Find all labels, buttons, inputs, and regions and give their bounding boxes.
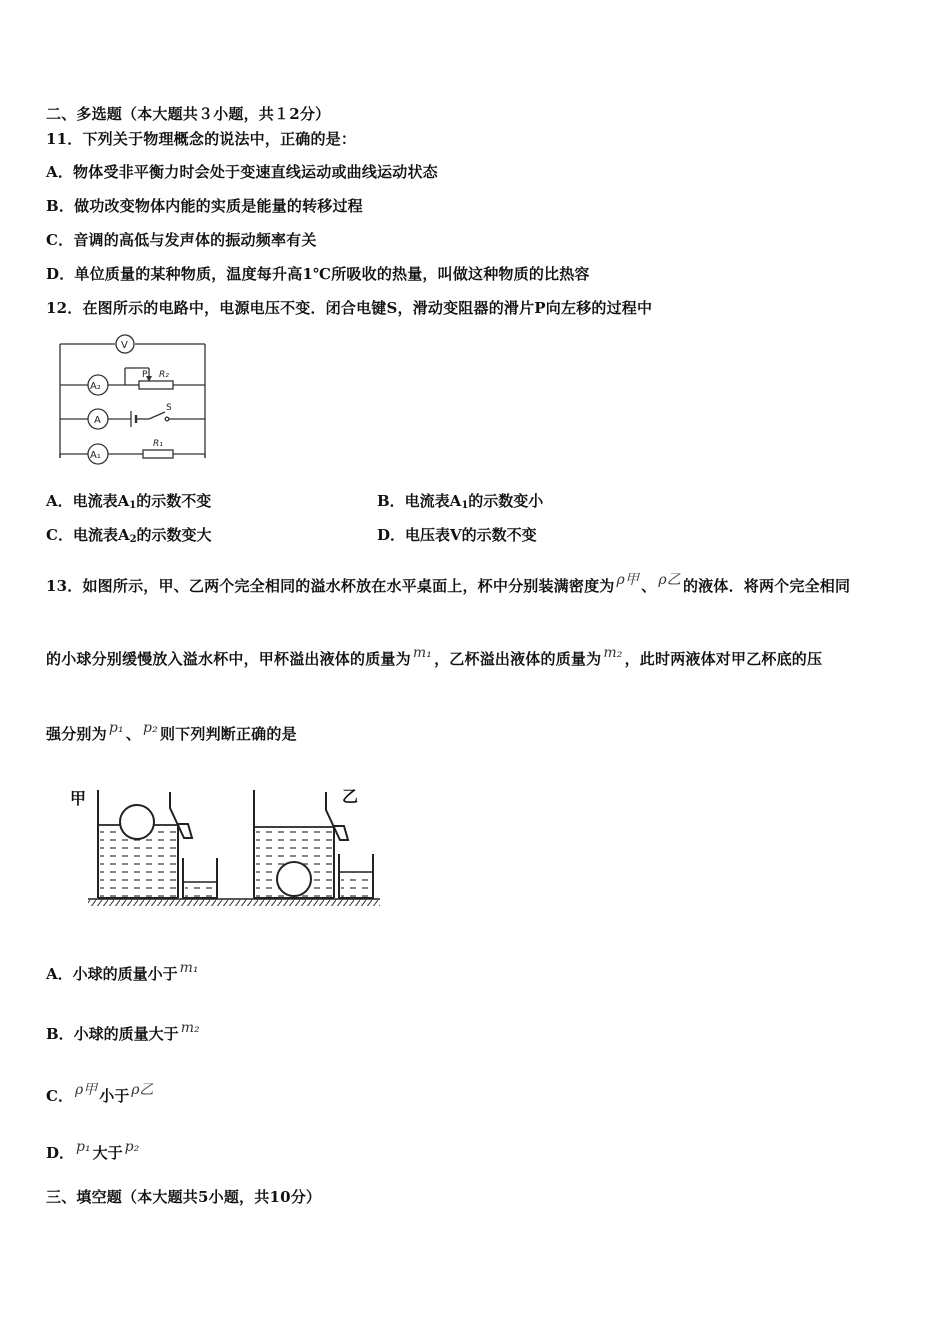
q13-option-d: D． p₁ 大于 p₂	[46, 1139, 140, 1162]
q11-option-c: C．音调的高低与发声体的振动频率有关	[46, 231, 317, 249]
q13-option-b: B．小球的质量大于 m₂	[46, 1020, 200, 1043]
q13-option-c: C． ρ甲 小于 ρ乙	[46, 1082, 154, 1105]
circuit-diagram	[55, 330, 215, 470]
switch-s-label: S	[166, 403, 172, 413]
q12-option-c: C．电流表$A_2$的示数变大	[46, 526, 212, 545]
rho-jia-symbol: ρ甲	[616, 572, 640, 588]
cup-jia-label: 甲	[70, 789, 87, 808]
section-3-title: 三、填空题（本大题共5小题，共10分）	[46, 1188, 322, 1206]
section-2-title: 二、多选题（本大题共３小题，共１2分）	[46, 105, 331, 123]
q11-option-b: B．做功改变物体内能的实质是能量的转移过程	[46, 197, 363, 215]
ammeter-a1-label: A₁	[90, 450, 101, 461]
r1-label: R₁	[153, 439, 163, 449]
q12-option-b: B．电流表$A_1$的示数变小	[377, 492, 544, 511]
q13-stem-line-1: 13．如图所示，甲、乙两个完全相同的溢水杯放在水平桌面上，杯中分别装满密度为 ρ甲 、 ρ乙 的液体．将两个完全相同	[46, 572, 851, 595]
q12-stem: 12．在图所示的电路中，电源电压不变．闭合电键S，滑动变阻器的滑片P向左移的过程中	[46, 299, 653, 317]
q11-option-d: D．单位质量的某种物质，温度每升高1℃所吸收的热量，叫做这种物质的比热容	[46, 265, 590, 283]
m1-symbol: m₁	[412, 645, 433, 661]
q11-option-a: A．物体受非平衡力时会处于变速直线运动或曲线运动状态	[46, 163, 438, 181]
ammeter-a2-label: A₂	[90, 381, 101, 392]
cup-yi-label: 乙	[342, 787, 359, 806]
p2-symbol: p₂	[143, 720, 158, 736]
m2-symbol: m₂	[603, 645, 623, 661]
q13-option-a: A．小球的质量小于 m₁	[46, 960, 199, 983]
rho-yi-symbol: ρ乙	[658, 572, 681, 588]
voltmeter-label: V	[121, 340, 128, 351]
p1-symbol: p₁	[108, 720, 124, 736]
q11-stem: 11．下列关于物理概念的说法中，正确的是：	[46, 130, 357, 148]
q13-stem-line-2: 的小球分别缓慢放入溢水杯中，甲杯溢出液体的质量为 m₁ ，乙杯溢出液体的质量为 m₂ ，此时两液体对甲乙杯底的压	[46, 645, 823, 668]
slider-p-label: P	[142, 370, 148, 380]
q12-option-d: D．电压表V的示数不变	[377, 526, 537, 544]
overflow-cups-diagram	[60, 780, 390, 915]
q12-option-a: A．电流表$A_1$的示数不变	[46, 492, 212, 511]
r2-label: R₂	[159, 370, 169, 380]
q13-stem-line-3: 强分别为 p₁ 、 p₂ 则下列判断正确的是	[46, 720, 297, 743]
ammeter-a-label: A	[94, 415, 101, 426]
